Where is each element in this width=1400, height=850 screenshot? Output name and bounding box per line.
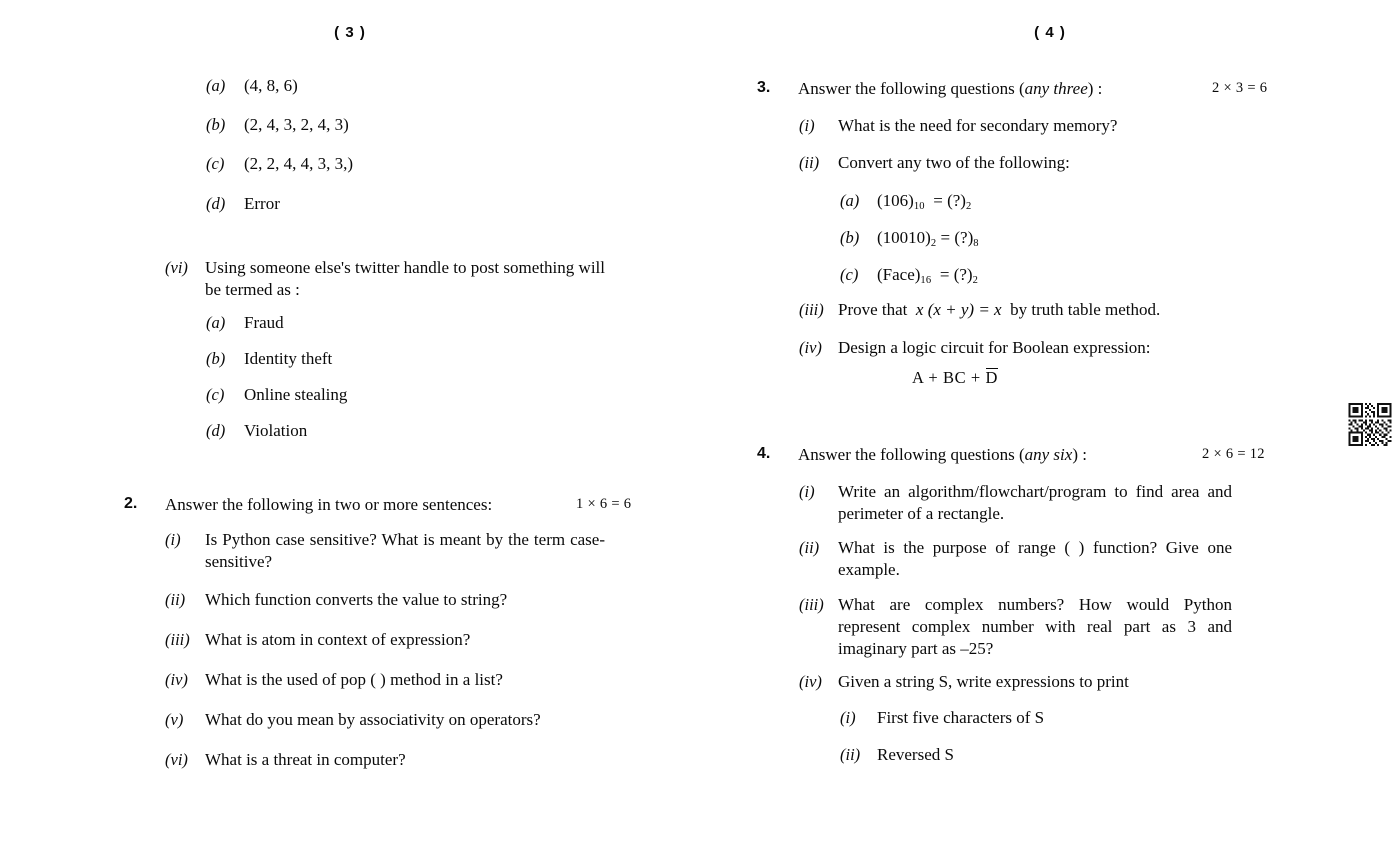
item-text: Write an algorithm/flowchart/program to find area and perimeter of a rectangle. (838, 482, 1232, 524)
conversion-base: 2 (930, 238, 937, 250)
option-text: (2, 2, 4, 4, 3, 3,) (244, 154, 354, 173)
option-row (206, 312, 626, 334)
item-text-after: by truth table method. (1010, 300, 1161, 319)
question-2-marks: 1 × 6 = 6 (576, 496, 632, 512)
item-label: (ii) (799, 538, 820, 557)
left-page-number: ( 3 ) (334, 24, 366, 41)
boolean-expression (912, 368, 998, 388)
conversion-expression (877, 190, 971, 214)
question-4-item (799, 537, 1339, 581)
question-4-stem-suffix: ) : (1072, 445, 1087, 464)
question-2-stem: Answer the following in two or more sentences: (165, 495, 493, 514)
sub-item-label: (ii) (840, 745, 861, 764)
question-3-stem-suffix: ) : (1087, 79, 1103, 98)
option-label: (c) (206, 385, 225, 404)
conversion-label: (a) (840, 191, 860, 210)
option-row (206, 348, 626, 370)
conversion-equals: = (?) (940, 228, 974, 247)
boolean-identity-expression: x (x + y) = x (915, 300, 1002, 319)
option-text: Identity theft (244, 349, 333, 368)
option-label: (c) (206, 154, 225, 173)
question-4-item (799, 594, 1339, 660)
right-page-column (700, 0, 1400, 850)
question-2-item (165, 669, 625, 691)
item-text: What is the need for secondary memory? (838, 116, 1118, 135)
item-text: What are complex numbers? How would Python represent complex number with real part as 3 and imaginary part as –25? (838, 595, 1232, 659)
option-row (206, 75, 626, 97)
question-4-sub-item (840, 744, 1290, 766)
question-vi-row (165, 257, 610, 301)
option-row (206, 384, 626, 406)
item-text: Is Python case sensitive? What is meant by the term case-sensitive? (205, 530, 605, 572)
option-row (206, 153, 626, 175)
question-vi-text: Using someone else's twitter handle to post something will be termed as : (205, 258, 605, 300)
item-label: (iii) (799, 595, 824, 614)
conversion-target-base: 8 (973, 238, 979, 250)
question-3-stem (798, 78, 1102, 100)
item-text: What is atom in context of expression? (205, 630, 471, 649)
item-text: What do you mean by associativity on operators? (205, 710, 541, 729)
item-text: Which function converts the value to string? (205, 590, 508, 609)
question-3-marks: 2 × 3 = 6 (1212, 80, 1268, 96)
option-label: (d) (206, 421, 226, 440)
question-3-stem-emphasis: any three (1024, 79, 1088, 98)
conversion-base: 16 (920, 275, 932, 287)
option-text: (2, 4, 3, 2, 4, 3) (244, 115, 349, 134)
item-text: What is the used of pop ( ) method in a list? (205, 670, 503, 689)
option-row (206, 420, 626, 442)
item-text: Given a string S, write expressions to print (838, 672, 1129, 691)
conversion-row (840, 190, 1240, 214)
question-vi-label: (vi) (165, 258, 188, 277)
question-4-sub-item (840, 707, 1290, 729)
qr-code (1348, 403, 1392, 446)
option-text: (4, 8, 6) (244, 76, 298, 95)
conversion-label: (b) (840, 228, 860, 247)
option-text: Fraud (244, 313, 284, 332)
question-4-item (799, 481, 1339, 525)
question-4-stem-prefix: Answer the following questions ( (798, 445, 1025, 464)
boolean-expression-plain: A + BC + (912, 368, 986, 387)
conversion-row (840, 264, 1240, 288)
question-4-item (799, 671, 1339, 693)
conversion-equals: = (?) (939, 265, 973, 284)
item-label: (iii) (165, 630, 190, 649)
question-2-item (165, 629, 625, 651)
question-2-header (124, 494, 644, 516)
conversion-value: (106) (877, 191, 914, 210)
question-3-stem-prefix: Answer the following questions ( (798, 79, 1025, 98)
question-2-item (165, 529, 610, 573)
conversion-target-base: 2 (965, 201, 972, 213)
item-label: (vi) (165, 750, 188, 769)
option-label: (d) (206, 194, 226, 213)
option-row (206, 193, 626, 215)
item-label: (ii) (165, 590, 186, 609)
item-text: What is the purpose of range ( ) function? Give one example. (838, 538, 1232, 580)
conversion-value: (10010) (877, 228, 931, 247)
item-label: (iv) (799, 672, 822, 691)
conversion-base: 10 (913, 201, 925, 213)
option-row (206, 114, 626, 136)
question-3-item (799, 115, 1319, 137)
question-4-stem-emphasis: any six (1024, 445, 1073, 464)
conversion-row (840, 227, 1240, 251)
conversion-expression (877, 264, 978, 288)
item-label: (i) (799, 482, 815, 501)
question-4-stem (798, 444, 1087, 466)
option-text: Online stealing (244, 385, 348, 404)
option-label: (b) (206, 115, 226, 134)
option-text: Error (244, 194, 280, 213)
question-2-item (165, 749, 625, 771)
option-label: (a) (206, 76, 226, 95)
item-text-before: Prove that (838, 300, 908, 319)
option-text: Violation (244, 421, 308, 440)
conversion-equals: = (?) (933, 191, 966, 210)
item-label: (v) (165, 710, 184, 729)
sub-item-text: Reversed S (877, 745, 954, 764)
conversion-label: (c) (840, 265, 859, 284)
question-2-item (165, 709, 625, 731)
sub-item-label: (i) (840, 708, 856, 727)
question-3-item-iii (799, 299, 1359, 321)
sub-item-text: First five characters of S (877, 708, 1045, 727)
item-text: Convert any two of the following: (838, 153, 1070, 172)
conversion-expression (877, 227, 979, 251)
question-3-number: 3. (757, 79, 771, 96)
question-2-item (165, 589, 625, 611)
right-page-number: ( 4 ) (1034, 24, 1066, 41)
item-label: (iv) (165, 670, 188, 689)
conversion-value: (Face) (877, 265, 921, 284)
item-text: What is a threat in computer? (205, 750, 406, 769)
question-2-number: 2. (124, 495, 138, 512)
question-4-number: 4. (757, 445, 771, 462)
item-label: (iv) (799, 338, 822, 357)
option-label: (a) (206, 313, 226, 332)
item-label: (iii) (799, 300, 824, 319)
conversion-target-base: 2 (972, 275, 979, 287)
option-label: (b) (206, 349, 226, 368)
item-label: (i) (799, 116, 815, 135)
question-3-item-iv (799, 337, 1359, 359)
item-label: (i) (165, 530, 181, 549)
item-label: (ii) (799, 153, 820, 172)
boolean-expression-overlined: D (985, 368, 999, 387)
item-text: Design a logic circuit for Boolean expression: (838, 338, 1151, 357)
question-4-marks: 2 × 6 = 12 (1202, 446, 1265, 462)
question-3-item (799, 152, 1319, 174)
item-text (838, 299, 1160, 321)
